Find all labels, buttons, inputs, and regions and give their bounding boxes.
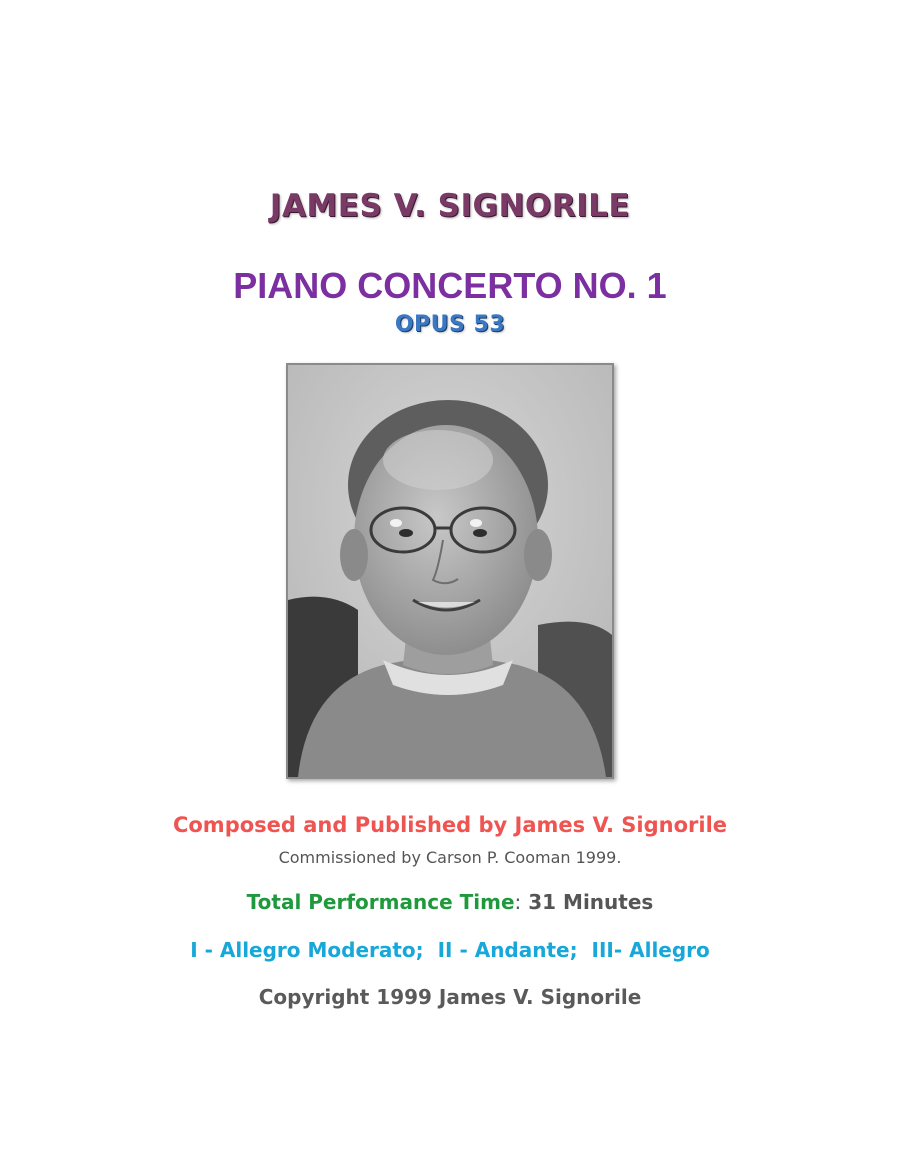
copyright-notice: Copyright 1999 James V. Signorile bbox=[258, 985, 642, 1009]
performance-time bbox=[0, 890, 900, 914]
movements-list: I - Allegro Moderato; II - Andante; III- Allegro bbox=[190, 938, 710, 962]
opus-number: OPUS 53 bbox=[394, 312, 506, 337]
composer-name: JAMES V. SIGNORILE bbox=[269, 188, 631, 224]
performance-time-label: Total Performance Time bbox=[246, 890, 515, 914]
portrait-image bbox=[288, 365, 612, 777]
performance-time-value: 31 Minutes bbox=[521, 890, 654, 914]
commission-credit: Commissioned by Carson P. Cooman 1999. bbox=[278, 848, 622, 867]
composer-portrait-photo bbox=[286, 363, 614, 779]
performance-time-separator: : bbox=[514, 890, 522, 914]
work-title: PIANO CONCERTO NO. 1 bbox=[233, 265, 667, 306]
composed-by-credit: Composed and Published by James V. Signorile bbox=[172, 813, 728, 837]
